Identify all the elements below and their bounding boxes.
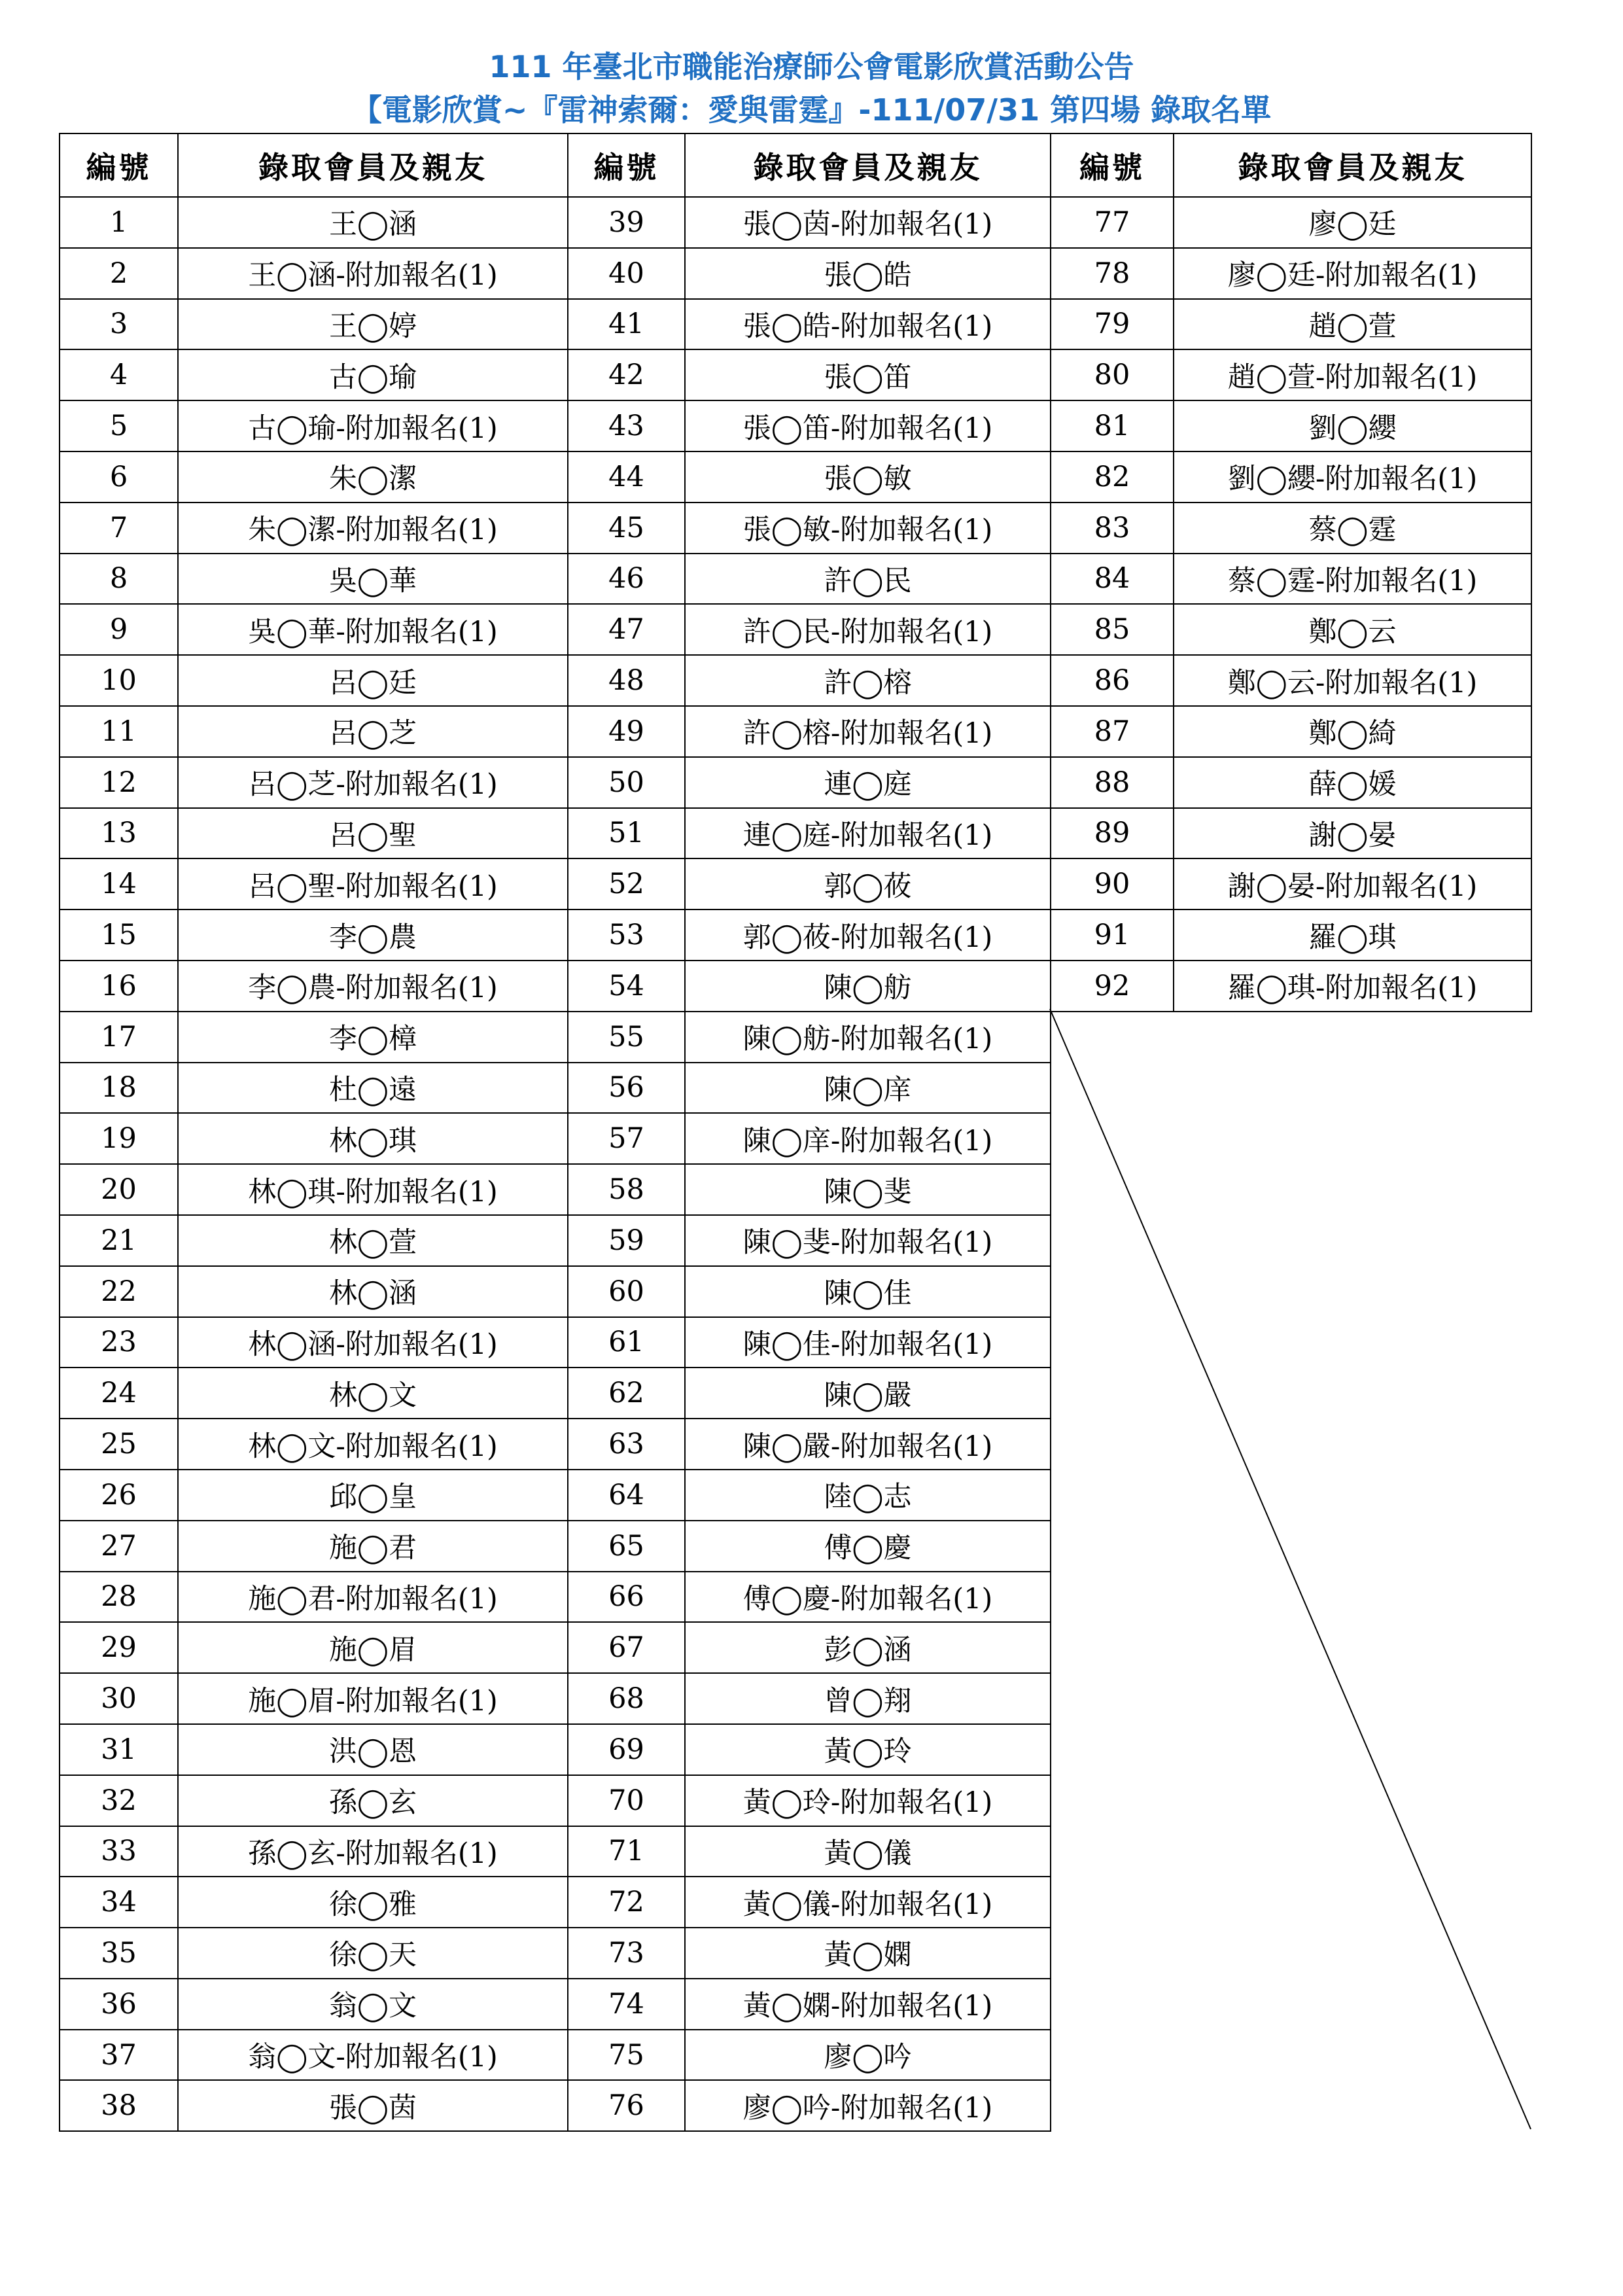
entry-number: 23 bbox=[60, 1317, 178, 1368]
entry-name: 張◯茵-附加報名(1) bbox=[685, 197, 1051, 248]
entry-name: 林◯琪-附加報名(1) bbox=[178, 1164, 568, 1215]
entry-name: 孫◯玄-附加報名(1) bbox=[178, 1826, 568, 1877]
entry-number: 31 bbox=[60, 1724, 178, 1775]
entry-name: 蔡◯霆 bbox=[1174, 503, 1531, 554]
entry-number: 15 bbox=[60, 910, 178, 961]
entry-number: 83 bbox=[1051, 503, 1174, 554]
entry-number: 1 bbox=[60, 197, 178, 248]
entry-name: 許◯榕 bbox=[685, 655, 1051, 706]
entry-number: 69 bbox=[568, 1724, 685, 1775]
entry-number: 22 bbox=[60, 1266, 178, 1317]
entry-name: 林◯琪 bbox=[178, 1113, 568, 1164]
entry-number: 54 bbox=[568, 961, 685, 1012]
entry-number: 91 bbox=[1051, 910, 1174, 961]
table-row bbox=[60, 554, 1531, 605]
entry-name: 呂◯廷 bbox=[178, 655, 568, 706]
entry-name: 杜◯遠 bbox=[178, 1063, 568, 1114]
entry-name: 呂◯聖-附加報名(1) bbox=[178, 858, 568, 910]
diagonal-line bbox=[1050, 1009, 1531, 2129]
entry-number: 45 bbox=[568, 503, 685, 554]
entry-number: 77 bbox=[1051, 197, 1174, 248]
entry-number: 34 bbox=[60, 1877, 178, 1928]
entry-number: 42 bbox=[568, 349, 685, 400]
entry-name: 陳◯佳-附加報名(1) bbox=[685, 1317, 1051, 1368]
entry-name: 趙◯萱 bbox=[1174, 299, 1531, 350]
entry-name: 郭◯莜-附加報名(1) bbox=[685, 910, 1051, 961]
entry-name: 謝◯晏-附加報名(1) bbox=[1174, 858, 1531, 910]
entry-number: 55 bbox=[568, 1012, 685, 1063]
entry-number: 20 bbox=[60, 1164, 178, 1215]
entry-number: 89 bbox=[1051, 808, 1174, 859]
table-row bbox=[60, 910, 1531, 961]
empty-cell-diagonal bbox=[1050, 1009, 1531, 2129]
entry-name: 李◯農-附加報名(1) bbox=[178, 961, 568, 1012]
entry-name: 邱◯皇 bbox=[178, 1470, 568, 1521]
header-number-2: 編號 bbox=[568, 133, 685, 197]
entry-number: 43 bbox=[568, 400, 685, 451]
table-row bbox=[60, 197, 1531, 248]
entry-number: 33 bbox=[60, 1826, 178, 1877]
entry-number: 35 bbox=[60, 1928, 178, 1979]
entry-number: 47 bbox=[568, 604, 685, 655]
entry-name: 黃◯玲-附加報名(1) bbox=[685, 1775, 1051, 1826]
header-member-3: 錄取會員及親友 bbox=[1174, 133, 1531, 197]
page-subtitle: 【電影欣賞~『雷神索爾：愛與雷霆』-111/07/31 第四場 錄取名單 bbox=[351, 92, 1272, 128]
entry-number: 46 bbox=[568, 554, 685, 605]
entry-name: 陳◯嚴-附加報名(1) bbox=[685, 1419, 1051, 1470]
entry-name: 羅◯琪 bbox=[1174, 910, 1531, 961]
entry-name: 林◯涵-附加報名(1) bbox=[178, 1317, 568, 1368]
entry-name: 呂◯聖 bbox=[178, 808, 568, 859]
entry-number: 26 bbox=[60, 1470, 178, 1521]
entry-number: 67 bbox=[568, 1622, 685, 1673]
entry-name: 陳◯舫-附加報名(1) bbox=[685, 1012, 1051, 1063]
entry-name: 張◯敏-附加報名(1) bbox=[685, 503, 1051, 554]
entry-number: 65 bbox=[568, 1521, 685, 1572]
entry-number: 9 bbox=[60, 604, 178, 655]
entry-number: 73 bbox=[568, 1928, 685, 1979]
entry-number: 13 bbox=[60, 808, 178, 859]
entry-number: 58 bbox=[568, 1164, 685, 1215]
entry-number: 59 bbox=[568, 1215, 685, 1266]
entry-name: 黃◯玲 bbox=[685, 1724, 1051, 1775]
table-row bbox=[60, 400, 1531, 451]
table-row bbox=[60, 961, 1531, 1012]
entry-number: 25 bbox=[60, 1419, 178, 1470]
entry-name: 施◯眉 bbox=[178, 1622, 568, 1673]
entry-name: 陳◯嚴 bbox=[685, 1368, 1051, 1419]
entry-name: 王◯涵 bbox=[178, 197, 568, 248]
entry-number: 17 bbox=[60, 1012, 178, 1063]
table-row bbox=[60, 248, 1531, 299]
header-number-3: 編號 bbox=[1051, 133, 1174, 197]
entry-number: 82 bbox=[1051, 451, 1174, 503]
entry-number: 8 bbox=[60, 554, 178, 605]
entry-number: 71 bbox=[568, 1826, 685, 1877]
entry-number: 90 bbox=[1051, 858, 1174, 910]
entry-number: 4 bbox=[60, 349, 178, 400]
entry-name: 洪◯恩 bbox=[178, 1724, 568, 1775]
entry-number: 38 bbox=[60, 2080, 178, 2131]
entry-number: 81 bbox=[1051, 400, 1174, 451]
entry-number: 74 bbox=[568, 1979, 685, 2030]
entry-number: 84 bbox=[1051, 554, 1174, 605]
entry-name: 張◯茵 bbox=[178, 2080, 568, 2131]
table-row bbox=[60, 299, 1531, 350]
entry-name: 黃◯儀-附加報名(1) bbox=[685, 1877, 1051, 1928]
entry-number: 19 bbox=[60, 1113, 178, 1164]
entry-number: 49 bbox=[568, 706, 685, 757]
entry-name: 吳◯華-附加報名(1) bbox=[178, 604, 568, 655]
entry-name: 古◯瑜 bbox=[178, 349, 568, 400]
entry-name: 趙◯萱-附加報名(1) bbox=[1174, 349, 1531, 400]
table-row bbox=[60, 604, 1531, 655]
table-row bbox=[60, 655, 1531, 706]
entry-number: 48 bbox=[568, 655, 685, 706]
entry-number: 70 bbox=[568, 1775, 685, 1826]
entry-number: 29 bbox=[60, 1622, 178, 1673]
entry-name: 劉◯纓 bbox=[1174, 400, 1531, 451]
entry-name: 孫◯玄 bbox=[178, 1775, 568, 1826]
entry-number: 12 bbox=[60, 757, 178, 808]
entry-name: 王◯涵-附加報名(1) bbox=[178, 248, 568, 299]
entry-name: 廖◯廷-附加報名(1) bbox=[1174, 248, 1531, 299]
table-row bbox=[60, 858, 1531, 910]
entry-name: 翁◯文 bbox=[178, 1979, 568, 2030]
entry-number: 75 bbox=[568, 2030, 685, 2081]
entry-name: 陳◯舫 bbox=[685, 961, 1051, 1012]
entry-name: 張◯皓 bbox=[685, 248, 1051, 299]
entry-name: 廖◯廷 bbox=[1174, 197, 1531, 248]
entry-name: 鄭◯云-附加報名(1) bbox=[1174, 655, 1531, 706]
entry-number: 36 bbox=[60, 1979, 178, 2030]
entry-number: 7 bbox=[60, 503, 178, 554]
table-row bbox=[60, 349, 1531, 400]
entry-number: 27 bbox=[60, 1521, 178, 1572]
entry-name: 張◯皓-附加報名(1) bbox=[685, 299, 1051, 350]
entry-number: 18 bbox=[60, 1063, 178, 1114]
entry-number: 10 bbox=[60, 655, 178, 706]
entry-name: 朱◯潔 bbox=[178, 451, 568, 503]
entry-name: 陳◯庠 bbox=[685, 1063, 1051, 1114]
entry-name: 呂◯芝 bbox=[178, 706, 568, 757]
entry-name: 廖◯吟-附加報名(1) bbox=[685, 2080, 1051, 2131]
entry-name: 鄭◯綺 bbox=[1174, 706, 1531, 757]
entry-number: 41 bbox=[568, 299, 685, 350]
entry-name: 薛◯媛 bbox=[1174, 757, 1531, 808]
entry-name: 廖◯吟 bbox=[685, 2030, 1051, 2081]
entry-number: 76 bbox=[568, 2080, 685, 2131]
entry-name: 連◯庭 bbox=[685, 757, 1051, 808]
entry-name: 蔡◯霆-附加報名(1) bbox=[1174, 554, 1531, 605]
entry-name: 傅◯慶 bbox=[685, 1521, 1051, 1572]
entry-number: 52 bbox=[568, 858, 685, 910]
entry-number: 66 bbox=[568, 1572, 685, 1623]
entry-name: 呂◯芝-附加報名(1) bbox=[178, 757, 568, 808]
table-row bbox=[60, 706, 1531, 757]
header-member-1: 錄取會員及親友 bbox=[178, 133, 568, 197]
entry-name: 施◯君 bbox=[178, 1521, 568, 1572]
entry-number: 21 bbox=[60, 1215, 178, 1266]
entry-number: 87 bbox=[1051, 706, 1174, 757]
entry-name: 徐◯雅 bbox=[178, 1877, 568, 1928]
entry-number: 30 bbox=[60, 1673, 178, 1724]
entry-number: 72 bbox=[568, 1877, 685, 1928]
entry-number: 37 bbox=[60, 2030, 178, 2081]
entry-number: 64 bbox=[568, 1470, 685, 1521]
entry-name: 陳◯佳 bbox=[685, 1266, 1051, 1317]
entry-number: 28 bbox=[60, 1572, 178, 1623]
entry-name: 吳◯華 bbox=[178, 554, 568, 605]
entry-number: 88 bbox=[1051, 757, 1174, 808]
entry-number: 3 bbox=[60, 299, 178, 350]
entry-number: 92 bbox=[1051, 961, 1174, 1012]
entry-number: 78 bbox=[1051, 248, 1174, 299]
entry-name: 林◯文 bbox=[178, 1368, 568, 1419]
table-row bbox=[60, 451, 1531, 503]
entry-name: 林◯萱 bbox=[178, 1215, 568, 1266]
entry-number: 40 bbox=[568, 248, 685, 299]
entry-name: 郭◯莜 bbox=[685, 858, 1051, 910]
page-title: 111 年臺北市職能治療師公會電影欣賞活動公告 bbox=[489, 49, 1134, 84]
entry-name: 鄭◯云 bbox=[1174, 604, 1531, 655]
header-member-2: 錄取會員及親友 bbox=[685, 133, 1051, 197]
entry-number: 5 bbox=[60, 400, 178, 451]
entry-number: 63 bbox=[568, 1419, 685, 1470]
entry-number: 11 bbox=[60, 706, 178, 757]
entry-name: 朱◯潔-附加報名(1) bbox=[178, 503, 568, 554]
entry-number: 68 bbox=[568, 1673, 685, 1724]
entry-name: 劉◯纓-附加報名(1) bbox=[1174, 451, 1531, 503]
entry-name: 李◯樟 bbox=[178, 1012, 568, 1063]
entry-name: 羅◯琪-附加報名(1) bbox=[1174, 961, 1531, 1012]
entry-number: 61 bbox=[568, 1317, 685, 1368]
entry-name: 許◯榕-附加報名(1) bbox=[685, 706, 1051, 757]
entry-name: 許◯民 bbox=[685, 554, 1051, 605]
entry-number: 60 bbox=[568, 1266, 685, 1317]
entry-name: 傅◯慶-附加報名(1) bbox=[685, 1572, 1051, 1623]
entry-name: 陸◯志 bbox=[685, 1470, 1051, 1521]
entry-number: 32 bbox=[60, 1775, 178, 1826]
entry-number: 57 bbox=[568, 1113, 685, 1164]
entry-name: 黃◯儀 bbox=[685, 1826, 1051, 1877]
entry-number: 86 bbox=[1051, 655, 1174, 706]
entry-name: 許◯民-附加報名(1) bbox=[685, 604, 1051, 655]
table-row bbox=[60, 503, 1531, 554]
entry-number: 44 bbox=[568, 451, 685, 503]
entry-name: 徐◯天 bbox=[178, 1928, 568, 1979]
entry-name: 陳◯庠-附加報名(1) bbox=[685, 1113, 1051, 1164]
entry-name: 古◯瑜-附加報名(1) bbox=[178, 400, 568, 451]
entry-number: 50 bbox=[568, 757, 685, 808]
entry-name: 李◯農 bbox=[178, 910, 568, 961]
entry-number: 16 bbox=[60, 961, 178, 1012]
entry-name: 陳◯斐-附加報名(1) bbox=[685, 1215, 1051, 1266]
entry-name: 張◯敏 bbox=[685, 451, 1051, 503]
entry-number: 2 bbox=[60, 248, 178, 299]
entry-name: 施◯眉-附加報名(1) bbox=[178, 1673, 568, 1724]
entry-number: 14 bbox=[60, 858, 178, 910]
table-header-row bbox=[60, 133, 1531, 197]
entry-name: 張◯笛 bbox=[685, 349, 1051, 400]
entry-number: 6 bbox=[60, 451, 178, 503]
entry-number: 85 bbox=[1051, 604, 1174, 655]
entry-name: 曾◯翔 bbox=[685, 1673, 1051, 1724]
table-row bbox=[60, 757, 1531, 808]
header-number-1: 編號 bbox=[60, 133, 178, 197]
entry-name: 黃◯嫻-附加報名(1) bbox=[685, 1979, 1051, 2030]
entry-number: 79 bbox=[1051, 299, 1174, 350]
entry-number: 62 bbox=[568, 1368, 685, 1419]
entry-name: 施◯君-附加報名(1) bbox=[178, 1572, 568, 1623]
entry-number: 56 bbox=[568, 1063, 685, 1114]
entry-number: 80 bbox=[1051, 349, 1174, 400]
entry-name: 翁◯文-附加報名(1) bbox=[178, 2030, 568, 2081]
entry-number: 24 bbox=[60, 1368, 178, 1419]
entry-number: 39 bbox=[568, 197, 685, 248]
entry-number: 51 bbox=[568, 808, 685, 859]
entry-name: 謝◯晏 bbox=[1174, 808, 1531, 859]
entry-name: 林◯文-附加報名(1) bbox=[178, 1419, 568, 1470]
entry-name: 彭◯涵 bbox=[685, 1622, 1051, 1673]
entry-number: 53 bbox=[568, 910, 685, 961]
table-row bbox=[60, 808, 1531, 859]
entry-name: 黃◯嫻 bbox=[685, 1928, 1051, 1979]
entry-name: 連◯庭-附加報名(1) bbox=[685, 808, 1051, 859]
entry-name: 陳◯斐 bbox=[685, 1164, 1051, 1215]
entry-name: 張◯笛-附加報名(1) bbox=[685, 400, 1051, 451]
entry-name: 林◯涵 bbox=[178, 1266, 568, 1317]
entry-name: 王◯婷 bbox=[178, 299, 568, 350]
